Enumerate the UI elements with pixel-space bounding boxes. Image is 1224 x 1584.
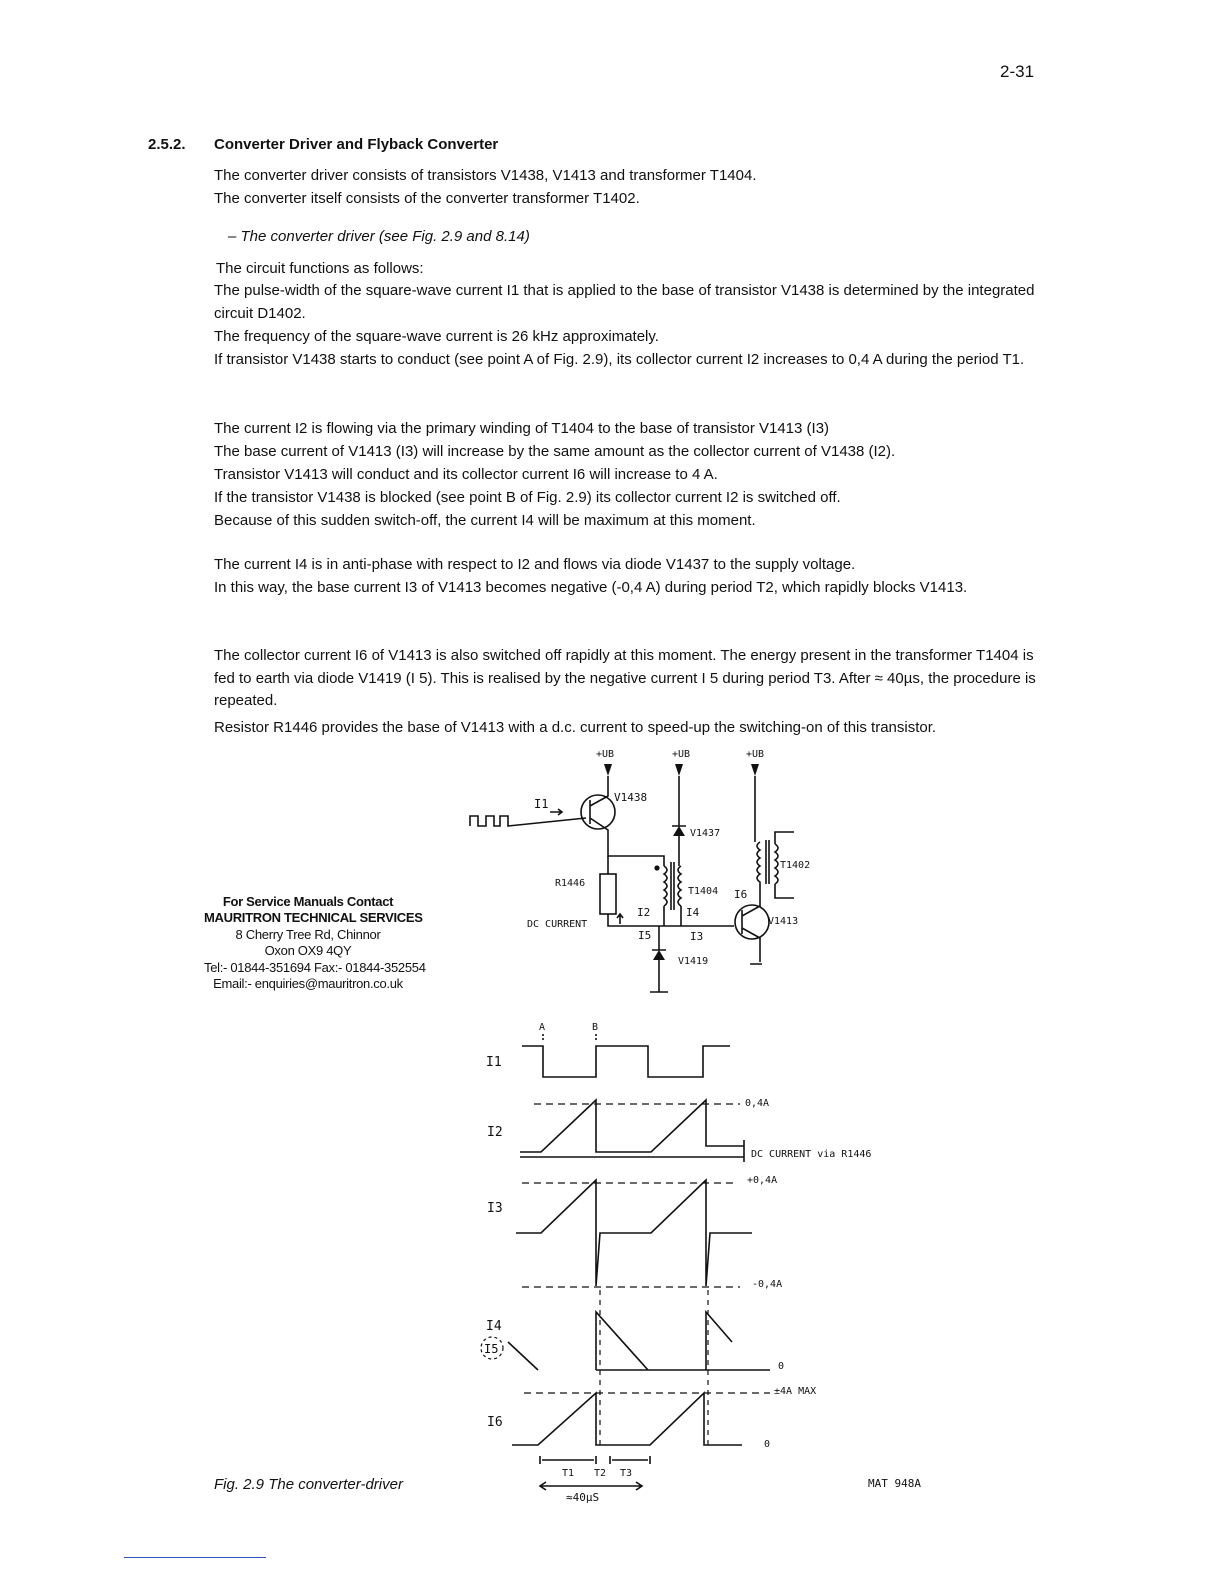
contact-phone: Tel:- 01844-351694 Fax:- 01844-352554 [204,959,426,975]
v1413-label: V1413 [768,916,799,927]
contact-company: MAURITRON TECHNICAL SERVICES [204,910,423,926]
supply-arrow [604,764,612,776]
i2-label: I2 [637,906,651,919]
t1402-label: T1402 [780,860,811,871]
dc-current-label: DC CURRENT [527,919,588,930]
body-line: The current I4 is in anti-phase with respect to I2 and flows via diode V1437 to the supply voltage. [214,556,856,573]
point-a-label: A [539,1022,546,1033]
i6-label: I6 [734,888,748,901]
polarity-dot [655,866,659,870]
v1419-label: V1419 [678,956,709,967]
dc-current-lead [608,914,734,926]
dc-via-label: DC CURRENT via R1446 [751,1149,872,1160]
body-line: If the transistor V1438 is blocked (see point B of Fig. 2.9) its collector current I2 is switched off. [214,489,841,506]
body-line: The frequency of the square-wave current is 26 kHz approximately. [214,328,659,345]
page-number: 2-31 [1000,62,1035,81]
diode-v1437-symbol [673,826,685,836]
contact-email: Email:- enquiries@mauritron.co.uk [213,976,403,992]
t2-label: T2 [594,1468,607,1479]
period-arrow [540,1482,642,1490]
max-4a-label: ±4A MAX [774,1386,817,1397]
ub-label: +UB [672,749,691,760]
row-label-i5: I5 [484,1342,499,1356]
current-arrow [617,914,623,924]
body-line: Resistor R1446 provides the base of V1413 with a d.c. current to speed-up the switching-on of this transistor. [214,719,937,736]
zero-i6-label: 0 [764,1439,771,1450]
plus-04a-label: +0,4A [747,1175,778,1186]
t1-label: T1 [562,1468,575,1479]
footer-divider [124,1557,266,1558]
waveform-i4 [508,1312,770,1370]
contact-heading: For Service Manuals Contact [222,894,394,909]
body-line: Because of this sudden switch-off, the current I4 will be maximum at this moment. [214,512,756,529]
transformer-t1404-core [671,862,674,910]
body-line: If transistor V1438 starts to conduct (see point A of Fig. 2.9), its collector current I2 increases to 0,4 A during the period T1. [214,351,1025,368]
transformer-t1404-secondary [678,866,681,906]
v1438-label: V1438 [614,791,648,804]
current-arrow [550,809,562,815]
row-label-i4: I4 [486,1319,502,1334]
point-b-label: B [592,1022,599,1033]
figure-caption: Fig. 2.9 The converter-driver [214,1476,403,1493]
body-line: The pulse-width of the square-wave current I1 that is applied to the base of transistor V1438 is determined by the integrated circuit D1402. [214,282,1035,322]
period-label: ≈40µS [566,1491,600,1504]
row-label-i6: I6 [487,1415,503,1430]
resistor-r1446 [600,874,616,914]
supply-arrow [675,764,683,776]
waveform-i3 [516,1180,752,1286]
r1446-label: R1446 [555,878,586,889]
waveform-i1 [522,1046,730,1077]
i3-label: I3 [690,930,704,943]
ub-label: +UB [746,749,765,760]
level-04a-label: 0,4A [745,1098,770,1109]
marker-line [543,1034,596,1042]
supply-arrow [751,764,759,776]
body-line: The current I2 is flowing via the primary winding of T1404 to the base of transistor V1413 (I3) [214,420,830,437]
t3-label: T3 [620,1468,633,1479]
intro-line: The converter itself consists of the converter transformer T1402. [214,190,640,207]
zero-label: 0 [778,1361,785,1372]
i5-label: I5 [638,929,652,942]
transformer-t1404-primary [664,866,667,906]
contact-address: 8 Cherry Tree Rd, Chinnor [235,926,381,942]
diode-v1419-symbol [653,950,665,960]
figure-code: MAT 948A [868,1477,921,1490]
waveforms [481,1022,871,1504]
waveform-i2 [520,1100,744,1157]
row-label-i3: I3 [487,1201,503,1216]
body-line: Transistor V1413 will conduct and its collector current I6 will increase to 4 A. [214,466,718,483]
contact-postcode: Oxon OX9 4QY [264,943,352,959]
i4-label: I4 [686,906,700,919]
body-line: The base current of V1413 (I3) will increase by the same amount as the collector current of V1438 (I2). [214,443,896,460]
v1437-label: V1437 [690,828,721,839]
i1-label: I1 [534,797,549,811]
subheading: – The converter driver (see Fig. 2.9 and 8.14) [228,228,530,245]
minus-04a-label: -0,4A [752,1279,783,1290]
schematic [470,749,810,992]
intro-line: The converter driver consists of transistors V1438, V1413 and transformer T1404. [214,167,757,184]
t1404-label: T1404 [688,886,719,897]
square-wave-input-icon [470,816,586,826]
transformer-t1402-core [766,840,769,884]
body-line: The collector current I6 of V1413 is also switched off rapidly at this moment. The energy present in the transformer T1404 is fed to earth via diode V1419 (I 5). This is realised by the negative current I 5 during period T3. After ≈ 40µs, the procedure is repeated. [214,647,1036,709]
section-title: Converter Driver and Flyback Converter [214,136,499,153]
body-line: In this way, the base current I3 of V1413 becomes negative (-0,4 A) during period T2, which rapidly blocks V1413. [214,579,968,596]
transformer-t1402-primary [757,842,760,886]
period-arrows [540,1456,650,1464]
transistor-v1438-leads [590,776,664,866]
ub-label: +UB [596,749,615,760]
row-label-i2: I2 [487,1125,503,1140]
section-number: 2.5.2. [148,136,186,153]
row-label-i1: I1 [486,1055,502,1070]
body-line: The circuit functions as follows: [216,260,424,277]
